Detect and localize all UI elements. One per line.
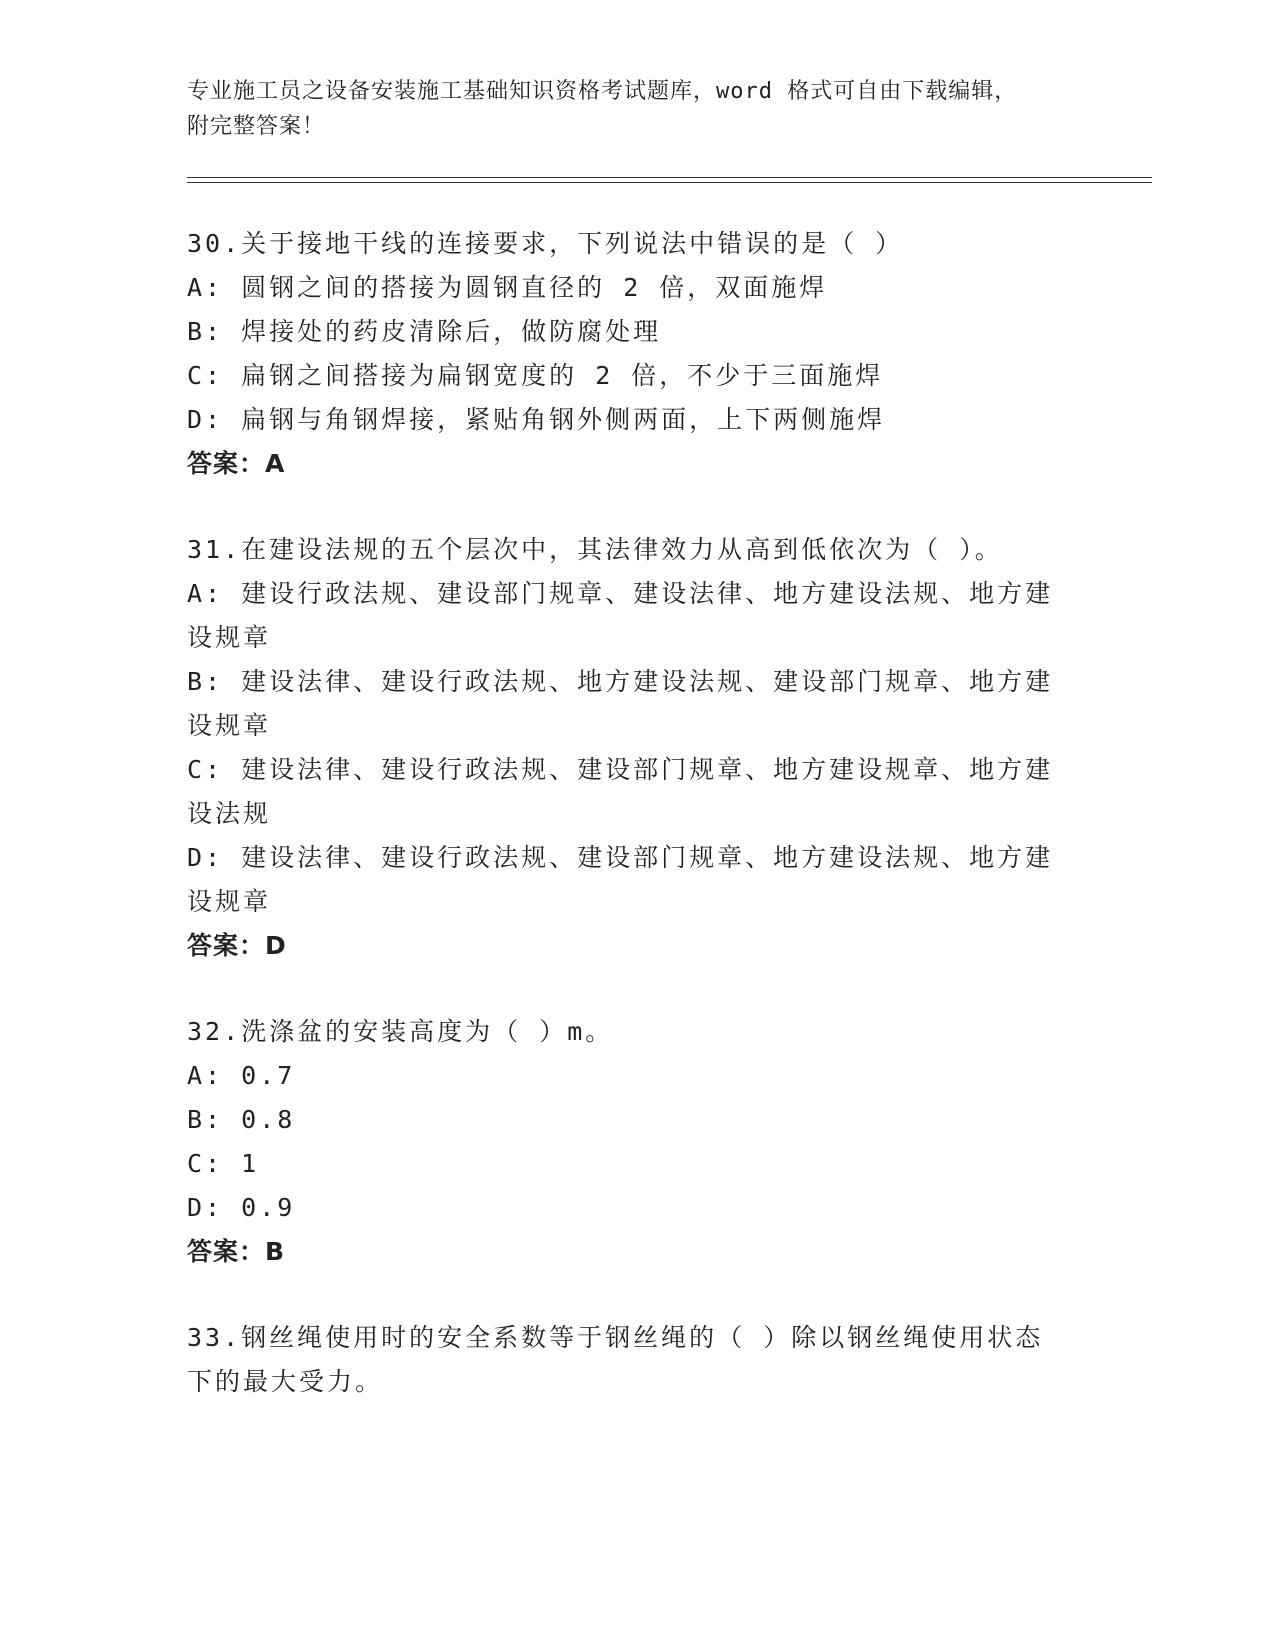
header-divider: [187, 182, 1152, 183]
option-a-continued: 设规章: [187, 623, 272, 652]
header-line: 附完整答案！: [187, 114, 326, 139]
option-b: B: 焊接处的药皮清除后，做防腐处理: [187, 317, 662, 346]
option-d: D: 扁钢与角钢焊接，紧贴角钢外侧两面，上下两侧施焊: [187, 405, 886, 434]
option-c: C: 扁钢之间搭接为扁钢宽度的 2 倍，不少于三面施焊: [187, 361, 884, 390]
question-stem: 32.洗涤盆的安装高度为（ ）m。: [187, 1017, 614, 1046]
option-a: A: 建设行政法规、建设部门规章、建设法律、地方建设法规、地方建: [187, 579, 1054, 608]
answer-label: 答案：A: [187, 449, 286, 478]
question-stem: 33.钢丝绳使用时的安全系数等于钢丝绳的（ ）除以钢丝绳使用状态: [187, 1323, 1044, 1352]
header-divider: [187, 177, 1152, 178]
question-stem-continued: 下的最大受力。: [187, 1367, 384, 1396]
answer-label: 答案：D: [187, 931, 287, 960]
question-stem: 31.在建设法规的五个层次中，其法律效力从高到低依次为（ ）。: [187, 535, 1003, 564]
header-line: 专业施工员之设备安装施工基础知识资格考试题库，word 格式可自由下载编辑，: [187, 79, 1018, 104]
option-a: A: 0.7: [187, 1061, 296, 1090]
option-c: C: 1: [187, 1149, 260, 1178]
option-a: A: 圆钢之间的搭接为圆钢直径的 2 倍，双面施焊: [187, 273, 828, 302]
option-d: D: 0.9: [187, 1193, 296, 1222]
option-c: C: 建设法律、建设行政法规、建设部门规章、地方建设规章、地方建: [187, 755, 1054, 784]
answer-label: 答案：B: [187, 1237, 286, 1266]
option-b-continued: 设规章: [187, 711, 272, 740]
document-header: [187, 74, 1087, 144]
question-stem: 30.关于接地干线的连接要求，下列说法中错误的是（ ）: [187, 229, 904, 258]
option-b: B: 0.8: [187, 1105, 296, 1134]
option-c-continued: 设法规: [187, 799, 272, 828]
option-d: D: 建设法律、建设行政法规、建设部门规章、地方建设法规、地方建: [187, 843, 1054, 872]
option-d-continued: 设规章: [187, 887, 272, 916]
option-b: B: 建设法律、建设行政法规、地方建设法规、建设部门规章、地方建: [187, 667, 1054, 696]
